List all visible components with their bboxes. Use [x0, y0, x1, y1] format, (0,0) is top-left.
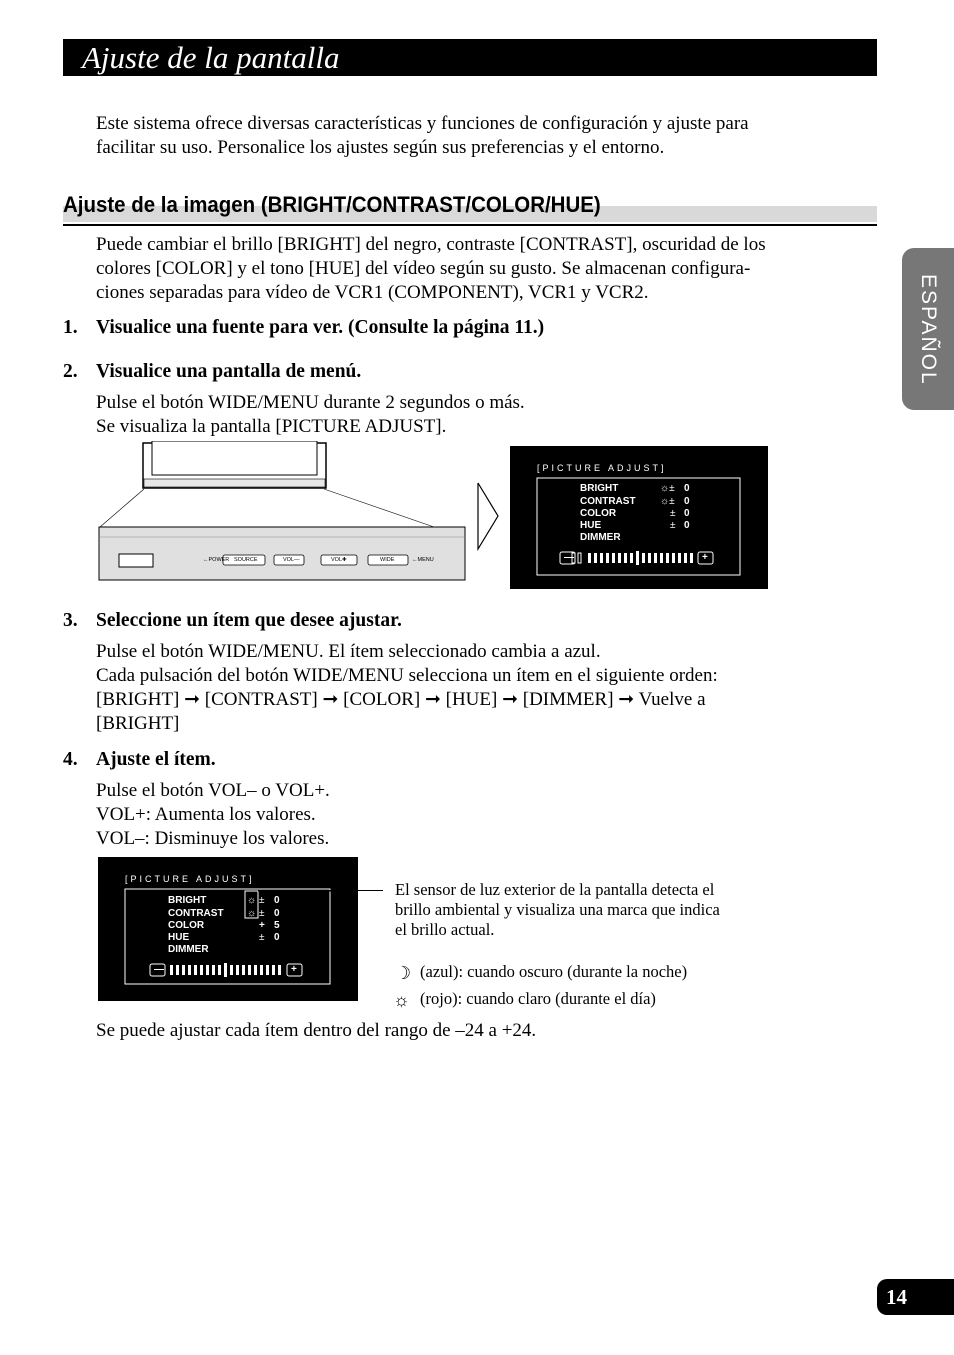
plus-minus-icon: ±: [670, 520, 676, 531]
intro-line-2: facilitar su uso. Personalice los ajustes según sus preferencias y el entorno.: [96, 137, 665, 158]
picture-adjust-screen-2: [98, 857, 358, 1001]
page-number-badge: [877, 1279, 954, 1315]
menu-label: ←MENU: [412, 557, 434, 563]
right-arrow-icon: [476, 481, 500, 551]
menu-1-value-bright: 0: [684, 483, 690, 494]
step-2-body-2: Se visualiza la pantalla [PICTURE ADJUST].: [96, 416, 447, 437]
power-label: ←POWER: [203, 557, 230, 563]
menu-2-value-contrast: 0: [274, 908, 280, 919]
step-4-body-1: Pulse el botón VOL– o VOL+.: [96, 780, 330, 801]
source-button[interactable]: SOURCE: [234, 557, 258, 563]
sun-icon: ☼±: [660, 483, 675, 494]
legend-light: (rojo): cuando claro (durante el día): [420, 989, 656, 1008]
menu-2-value-hue: 0: [274, 932, 280, 943]
menu-2-item-dimmer[interactable]: DIMMER: [168, 944, 209, 955]
plus-minus-icon: ±: [670, 508, 676, 519]
step-3-body-1: Pulse el botón WIDE/MENU. El ítem seleccionado cambia a azul.: [96, 641, 601, 662]
step-1-title: Visualice una fuente para ver. (Consulte la página 11.): [96, 317, 545, 338]
menu-2-item-hue[interactable]: HUE: [168, 932, 190, 943]
sensor-note-2: brillo ambiental y visualiza una marca que indica: [395, 900, 720, 919]
language-tab[interactable]: [902, 248, 954, 410]
sun-icon: ☼: [393, 990, 410, 1010]
menu-2-title: [PICTURE ADJUST]: [125, 874, 255, 884]
menu-2-item-color[interactable]: COLOR: [168, 920, 205, 931]
sun-icon: ☼±: [660, 496, 675, 507]
menu-2-item-bright[interactable]: BRIGHT: [168, 895, 207, 906]
callout-line: [258, 890, 383, 891]
plus-minus-icon: ±: [259, 932, 265, 943]
step-3: 3. Seleccione un ítem que desee ajustar.: [63, 610, 402, 631]
menu-1-item-color[interactable]: COLOR: [580, 508, 617, 519]
wide-button[interactable]: WIDE: [380, 557, 395, 563]
menu-2-plus[interactable]: +: [291, 964, 297, 975]
vol-plus-button[interactable]: VOL✚: [331, 557, 347, 563]
step-3-body-2: Cada pulsación del botón WIDE/MENU selecciona un ítem en el siguiente orden:: [96, 665, 718, 686]
menu-1-item-contrast[interactable]: CONTRAST: [580, 496, 636, 507]
menu-1-title: [PICTURE ADJUST]: [537, 463, 667, 473]
sensor-note-3: el brillo actual.: [395, 920, 495, 939]
step-2-title: Visualice una pantalla de menú.: [96, 361, 362, 382]
menu-1-value-contrast: 0: [684, 496, 690, 507]
menu-2-value-color: 5: [274, 920, 280, 931]
plus-minus-icon: ±: [259, 908, 265, 919]
step-3-body-3: [BRIGHT] ➞ [CONTRAST] ➞ [COLOR] ➞ [HUE] ➞ [DIMMER] ➞ Vuelve a: [96, 689, 706, 710]
sun-icon: ☼: [247, 895, 257, 906]
section-title: Ajuste de la imagen (BRIGHT/CONTRAST/COLOR/HUE): [63, 192, 601, 217]
menu-1-item-dimmer[interactable]: DIMMER: [580, 532, 621, 543]
picture-adjust-screen-1: [510, 446, 768, 589]
sensor-note-1: El sensor de luz exterior de la pantalla detecta el: [395, 880, 715, 899]
menu-1-value-color: 0: [684, 508, 690, 519]
range-note: Se puede ajustar cada ítem dentro del rango de –24 a +24.: [96, 1020, 537, 1041]
moon-icon: ☽: [395, 963, 412, 983]
menu-1-item-bright[interactable]: BRIGHT: [580, 483, 619, 494]
section-body-2: colores [COLOR] y el tono [HUE] del vídeo según su gusto. Se almacenan configura-: [96, 258, 751, 279]
page-title-bar: [63, 39, 877, 76]
step-1: 1. Visualice una fuente para ver. (Consulte la página 11.): [63, 317, 545, 338]
vol-minus-button[interactable]: VOL—: [283, 557, 300, 563]
menu-2-minus[interactable]: —: [154, 964, 164, 975]
plus-minus-icon: ±: [259, 895, 265, 906]
step-2-body-1: Pulse el botón WIDE/MENU durante 2 segundos o más.: [96, 392, 525, 413]
section-body-1: Puede cambiar el brillo [BRIGHT] del negro, contraste [CONTRAST], oscuridad de los: [96, 234, 766, 255]
legend-dark: (azul): cuando oscuro (durante la noche): [420, 962, 688, 981]
step-3-body-4: [BRIGHT]: [96, 713, 180, 734]
step-2: 2. Visualice una pantalla de menú.: [63, 361, 362, 382]
section-heading: [63, 190, 877, 226]
unit-illustration: [96, 441, 468, 585]
menu-1-item-hue[interactable]: HUE: [580, 520, 602, 531]
menu-2-item-contrast[interactable]: CONTRAST: [168, 908, 224, 919]
plus-icon: +: [259, 920, 265, 931]
language-tab-label: ESPAÑOL: [917, 274, 940, 386]
page-number: 14: [886, 1285, 907, 1309]
step-4-body-2: VOL+: Aumenta los valores.: [96, 804, 316, 825]
step-4: 4. Ajuste el ítem.: [63, 749, 216, 770]
menu-2-value-bright: 0: [274, 895, 280, 906]
menu-1-plus[interactable]: +: [702, 552, 708, 563]
step-4-title: Ajuste el ítem.: [96, 749, 216, 770]
intro-line-1: Este sistema ofrece diversas características y funciones de configuración y ajuste para: [96, 113, 749, 134]
page-title: Ajuste de la pantalla: [82, 40, 340, 75]
step-3-title: Seleccione un ítem que desee ajustar.: [96, 610, 402, 631]
section-body-3: ciones separadas para vídeo de VCR1 (COMPONENT), VCR1 y VCR2.: [96, 282, 649, 303]
menu-1-minus[interactable]: —: [564, 552, 574, 563]
sun-icon: ☼: [247, 908, 257, 919]
step-4-body-3: VOL–: Disminuye los valores.: [96, 828, 330, 849]
menu-1-value-hue: 0: [684, 520, 690, 531]
